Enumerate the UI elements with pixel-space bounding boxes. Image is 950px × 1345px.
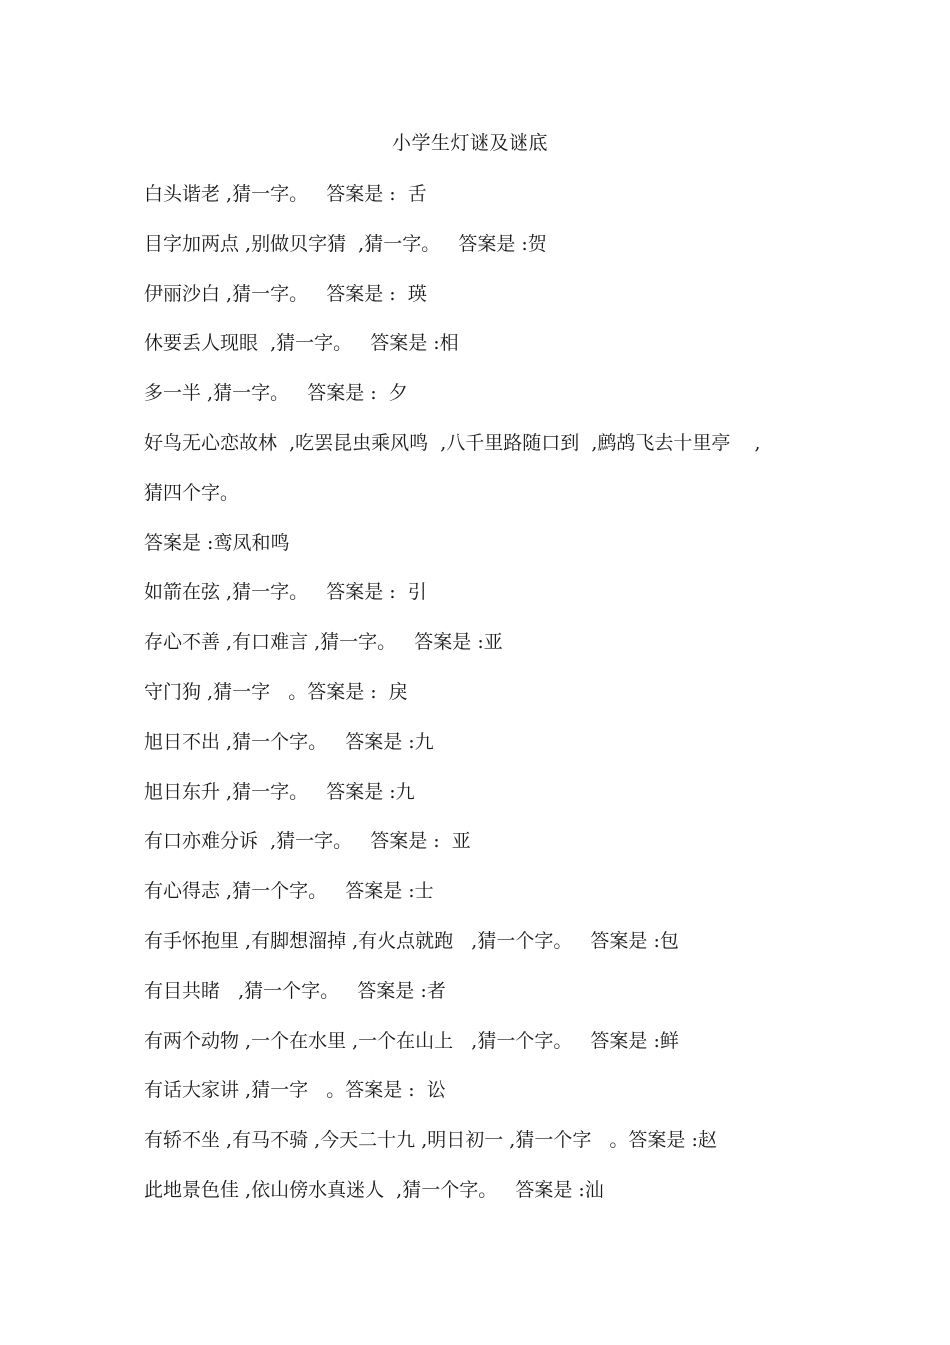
riddle-line: 伊丽沙白 ,猜一字。 答案是 : 瑛 bbox=[144, 282, 427, 305]
riddle-line: 有话大家讲 ,猜一字 。答案是 : 讼 bbox=[144, 1079, 446, 1102]
riddle-line: 有手怀抱里 ,有脚想溜掉 ,有火点就跑 ,猜一个字。 答案是 :包 bbox=[144, 929, 679, 952]
riddle-list bbox=[144, 180, 834, 1226]
riddle-line: 答案是 :鸾凤和鸣 bbox=[144, 531, 290, 554]
riddle-line: 白头谐老 ,猜一字。 答案是 : 舌 bbox=[144, 183, 427, 205]
riddle-line: 目字加两点 ,别做贝字猜 ,猜一字。 答案是 :贺 bbox=[144, 232, 547, 255]
riddle-line: 旭日不出 ,猜一个字。 答案是 :九 bbox=[144, 730, 434, 753]
riddle-line: 旭日东升 ,猜一字。 答案是 :九 bbox=[144, 780, 415, 803]
riddle-line: 有目共睹 ,猜一个字。 答案是 :者 bbox=[144, 979, 446, 1002]
riddle-line: 有口亦难分诉 ,猜一字。 答案是 : 亚 bbox=[144, 830, 471, 853]
riddle-line: 有轿不坐 ,有马不骑 ,今天二十九 ,明日初一 ,猜一个字 。答案是 :赵 bbox=[144, 1129, 717, 1152]
riddle-line: 猜四个字。 bbox=[144, 481, 240, 504]
riddle-line: 休要丢人现眼 ,猜一字。 答案是 :相 bbox=[144, 332, 459, 355]
riddle-line: 如箭在弦 ,猜一字。 答案是 : 引 bbox=[144, 581, 427, 604]
riddle-line: 存心不善 ,有口难言 ,猜一字。 答案是 :亚 bbox=[144, 631, 503, 654]
riddle-line: 有两个动物 ,一个在水里 ,一个在山上 ,猜一个字。 答案是 :鲜 bbox=[144, 1029, 679, 1052]
riddle-line: 此地景色佳 ,依山傍水真迷人 ,猜一个字。 答案是 :汕 bbox=[144, 1178, 604, 1201]
page-title: 小学生灯谜及谜底 bbox=[391, 132, 548, 154]
riddle-line: 好鸟无心恋故林 ,吃罢昆虫乘风鸣 ,八千里路随口到 ,鹧鸪飞去十里亭 , bbox=[144, 431, 761, 454]
riddle-line: 守门狗 ,猜一字 。答案是 : 戾 bbox=[144, 680, 408, 703]
riddle-line: 有心得志 ,猜一个字。 答案是 :士 bbox=[144, 880, 434, 903]
riddle-line: 多一半 ,猜一字。 答案是 : 夕 bbox=[144, 382, 408, 405]
